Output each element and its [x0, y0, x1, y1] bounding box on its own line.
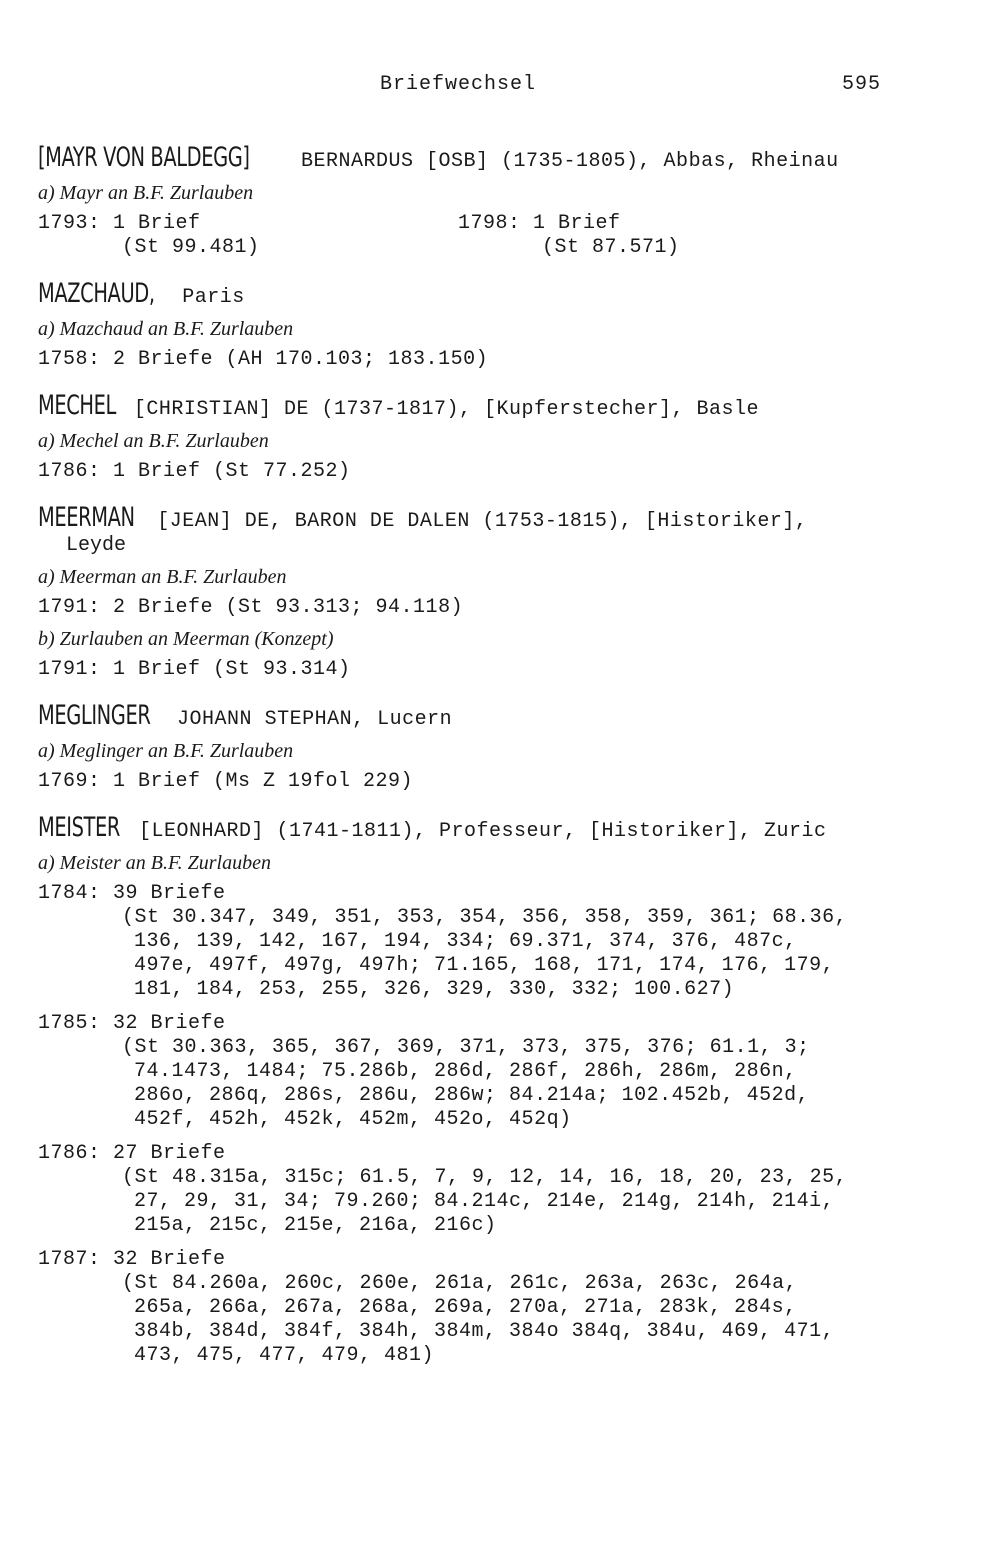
letter-reference-line: 473, 475, 477, 479, 481) — [134, 1344, 435, 1367]
letter-reference-line: 215a, 215c, 215e, 216a, 216c) — [134, 1214, 497, 1237]
page-number: 595 — [842, 73, 882, 96]
entry-meister — [38, 812, 958, 1368]
letter-year: 1784: 39 Briefe — [38, 882, 226, 905]
entry-mazchaud — [38, 278, 958, 372]
letter-line: 1791: 2 Briefe (St 93.313; 94.118) — [38, 596, 464, 619]
entry-name: MEERMAN — [38, 502, 135, 533]
year-block — [38, 882, 958, 1002]
subsection-label: a) Meister an B.F. Zurlauben — [38, 852, 271, 874]
entry-name: MECHEL — [38, 390, 116, 421]
letter-reference-line: 286o, 286q, 286s, 286u, 286w; 84.214a; 102.452b, 452d, — [134, 1084, 810, 1107]
letter-year: 1798: 1 Brief — [458, 212, 621, 235]
running-head: Briefwechsel — [380, 73, 537, 96]
subsection-label: a) Meerman an B.F. Zurlauben — [38, 566, 287, 588]
entry-description: [JEAN] DE, BARON DE DALEN (1753-1815), [Historiker], — [144, 510, 808, 533]
letter-line: 1758: 2 Briefe (AH 170.103; 183.150) — [38, 348, 489, 371]
letter-line: 1769: 1 Brief (Ms Z 19fol 229) — [38, 770, 414, 793]
entry-heading — [38, 390, 958, 422]
subsection-label: a) Meglinger an B.F. Zurlauben — [38, 740, 294, 762]
entry-mayr — [38, 142, 958, 260]
entry-meglinger — [38, 700, 958, 794]
entry-name: MEISTER — [38, 812, 120, 843]
letter-reference: (St 99.481) — [122, 236, 260, 259]
entry-name: MEGLINGER — [38, 700, 151, 731]
entry-description: Paris — [169, 286, 245, 309]
letter-reference-line: 74.1473, 1484; 75.286b, 286d, 286f, 286h, 286m, 286n, — [134, 1060, 797, 1083]
letter-reference-line: 497e, 497f, 497g, 497h; 71.165, 168, 171, 174, 176, 179, — [134, 954, 835, 977]
letter-year: 1787: 32 Briefe — [38, 1248, 226, 1271]
letter-reference-line: 265a, 266a, 267a, 268a, 269a, 270a, 271a, 283k, 284s, — [134, 1296, 797, 1319]
entry-mechel — [38, 390, 958, 484]
entry-heading — [38, 502, 958, 534]
letter-reference-line: (St 30.363, 365, 367, 369, 371, 373, 375, 376; 61.1, 3; — [122, 1036, 810, 1059]
entry-heading-continuation: Leyde — [66, 534, 127, 557]
entry-description: JOHANN STEPHAN, Lucern — [164, 708, 453, 731]
year-block — [38, 1142, 958, 1238]
letter-line: 1791: 1 Brief (St 93.314) — [38, 658, 351, 681]
letter-year: 1786: 27 Briefe — [38, 1142, 226, 1165]
subsection-label: a) Mayr an B.F. Zurlauben — [38, 182, 254, 204]
letter-reference-line: 181, 184, 253, 255, 326, 329, 330, 332; 100.627) — [134, 978, 735, 1001]
year-block — [38, 1012, 958, 1132]
year-block — [38, 1248, 958, 1368]
entry-heading — [38, 812, 958, 844]
letter-reference-line: 27, 29, 31, 34; 79.260; 84.214c, 214e, 214g, 214h, 214i, — [134, 1190, 835, 1213]
entry-description: [CHRISTIAN] DE (1737-1817), [Kupferstecher], Basle — [121, 398, 760, 421]
entry-list — [38, 142, 958, 1390]
entry-heading — [38, 700, 958, 732]
letter-line: 1786: 1 Brief (St 77.252) — [38, 460, 351, 483]
letter-year: 1793: 1 Brief — [38, 212, 201, 235]
letter-reference-line: (St 30.347, 349, 351, 353, 354, 356, 358, 359, 361; 68.36, — [122, 906, 848, 929]
entry-description: BERNARDUS [OSB] (1735-1805), Abbas, Rheinau — [288, 150, 839, 173]
letter-reference: (St 87.571) — [542, 236, 680, 259]
subsection-label: b) Zurlauben an Meerman (Konzept) — [38, 628, 334, 650]
entry-name: [MAYR VON BALDEGG] — [38, 142, 250, 173]
subsection-label: a) Mazchaud an B.F. Zurlauben — [38, 318, 294, 340]
letter-reference-line: (St 84.260a, 260c, 260e, 261a, 261c, 263a, 263c, 264a, — [122, 1272, 798, 1295]
letter-column-left — [38, 212, 260, 260]
entry-heading — [38, 142, 958, 174]
letter-year: 1785: 32 Briefe — [38, 1012, 226, 1035]
entry-description: [LEONHARD] (1741-1811), Professeur, [Historiker], Zuric — [126, 820, 827, 843]
subsection-label: a) Mechel an B.F. Zurlauben — [38, 430, 269, 452]
entry-meerman — [38, 502, 958, 682]
letter-column-right — [458, 212, 680, 260]
entry-heading — [38, 278, 958, 310]
letter-reference-line: 136, 139, 142, 167, 194, 334; 69.371, 374, 376, 487c, — [134, 930, 797, 953]
entry-name: MAZCHAUD, — [38, 278, 155, 309]
letter-reference-line: (St 48.315a, 315c; 61.5, 7, 9, 12, 14, 16, 18, 20, 23, 25, — [122, 1166, 848, 1189]
letter-reference-line: 452f, 452h, 452k, 452m, 452o, 452q) — [134, 1108, 572, 1131]
letter-columns — [38, 212, 958, 260]
letter-reference-line: 384b, 384d, 384f, 384h, 384m, 384o 384q, 384u, 469, 471, — [134, 1320, 835, 1343]
